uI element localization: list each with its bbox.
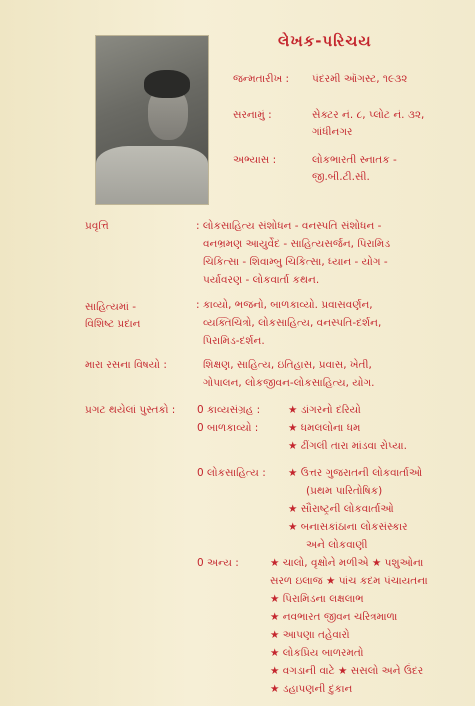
interests-line: ગોપાલન, લોકજીવન-લોકસાહિત્ય, યોગ. xyxy=(203,377,375,389)
other-books-line: ★ વગડાની વાટે ★ સસલો અને ઉંદર xyxy=(270,665,424,677)
birthdate-value: પંદરમી ઑગસ્ટ, ૧૯૩૨ xyxy=(312,73,408,85)
address-label: સરનામું : xyxy=(233,109,272,121)
folk-literature-line: ★ સૌરાષ્ટ્રની લોકવાર્તાઓ xyxy=(288,503,394,515)
contribution-label-2: વિશિષ્ટ પ્રદાન xyxy=(85,318,141,330)
folk-literature-line: અને લોકવાણી xyxy=(306,539,368,551)
folk-literature-line: (પ્રથમ પારિતોષિક) xyxy=(306,485,383,497)
folk-literature-line: ★ બનાસકાંઠાના લોકસંસ્કાર xyxy=(288,521,408,533)
poetry-item: ★ ડાંગરનો દરિયો xyxy=(288,404,361,416)
other-books-label: 0 અન્ય : xyxy=(197,557,239,569)
other-books-line: ★ નવભારત જીવન ચરિત્રમાળા xyxy=(270,611,398,623)
address-line-1: સેક્ટર નં. ૮, પ્લોટ નં. ૩૨, xyxy=(312,109,425,121)
activities-line: વનભ્રમણ આયુર્વેદ - સાહિત્યસર્જન, પિરામિડ xyxy=(203,238,391,250)
folk-literature-label: 0 લોકસાહિત્ય : xyxy=(197,467,266,479)
education-line-1: લોકભારતી સ્નાતક - xyxy=(312,154,397,166)
birthdate-label: જન્મતારીખ : xyxy=(233,73,290,85)
activities-line: પર્યાવરણ - લોકવાર્તા કથન. xyxy=(203,274,320,286)
children-poems-label: 0 બાળકાવ્યો : xyxy=(197,422,259,434)
children-poems-item: ★ ઢીંગલી તારા માંડવા રોપ્યા. xyxy=(288,440,407,452)
contribution-line: : કાવ્યો, ભજનો, બાળકાવ્યો. પ્રવાસવર્ણન, xyxy=(196,299,373,311)
contribution-line: વ્યક્તિચિત્રો, લોકસાહિત્ય, વનસ્પતિ-દર્શન, xyxy=(203,317,382,329)
activities-line: ચિકિત્સા - શિવામ્બુ ચિકિત્સા, ધ્યાન - યોગ - xyxy=(203,256,388,268)
other-books-line: ★ લોકપ્રિય બાળરમતો xyxy=(270,647,364,659)
address-line-2: ગાંધીનગર xyxy=(312,126,353,138)
other-books-line: ★ પિરામિડના લક્ષલાભ xyxy=(270,593,364,605)
education-label: અભ્યાસ : xyxy=(233,154,277,166)
photo-hair xyxy=(144,70,190,98)
other-books-line: ★ આપણા તહેવારો xyxy=(270,629,350,641)
interests-label: મારા રસના વિષયો : xyxy=(85,359,167,371)
education-line-2: જી.બી.ટી.સી. xyxy=(312,171,370,183)
interests-line: શિક્ષણ, સાહિત્ય, ઇતિહાસ, પ્રવાસ, ખેતી, xyxy=(203,359,372,371)
author-photo xyxy=(95,35,209,205)
books-label: પ્રગટ થયેલાં પુસ્તકો : xyxy=(85,404,176,416)
activities-line: : લોકસાહિત્ય સંશોધન - વનસ્પતિ સંશોધન - xyxy=(196,220,382,232)
other-books-line: સરળ ઇલાજ ★ પાંચ કદમ પંચાયતના xyxy=(270,575,428,587)
contribution-label-1: સાહિત્યમાં - xyxy=(85,301,137,313)
poetry-label: 0 કાવ્યસંગ્રહ : xyxy=(197,404,261,416)
contribution-line: પિરામિડ-દર્શન. xyxy=(203,335,265,347)
page-title: લેખક-પરિચય xyxy=(278,32,372,50)
folk-literature-line: ★ ઉત્તર ગુજરાતની લોકવાર્તાઓ xyxy=(288,467,423,479)
activities-label: પ્રવૃત્તિ xyxy=(85,220,109,232)
photo-shirt xyxy=(96,146,208,204)
other-books-line: ★ ચાલો, વૃક્ષોને મળીએ ★ પશુઓના xyxy=(270,557,424,569)
children-poems-item: ★ ધમલલોના ધમ xyxy=(288,422,361,434)
other-books-line: ★ ડહાપણની દુકાન xyxy=(270,683,353,695)
